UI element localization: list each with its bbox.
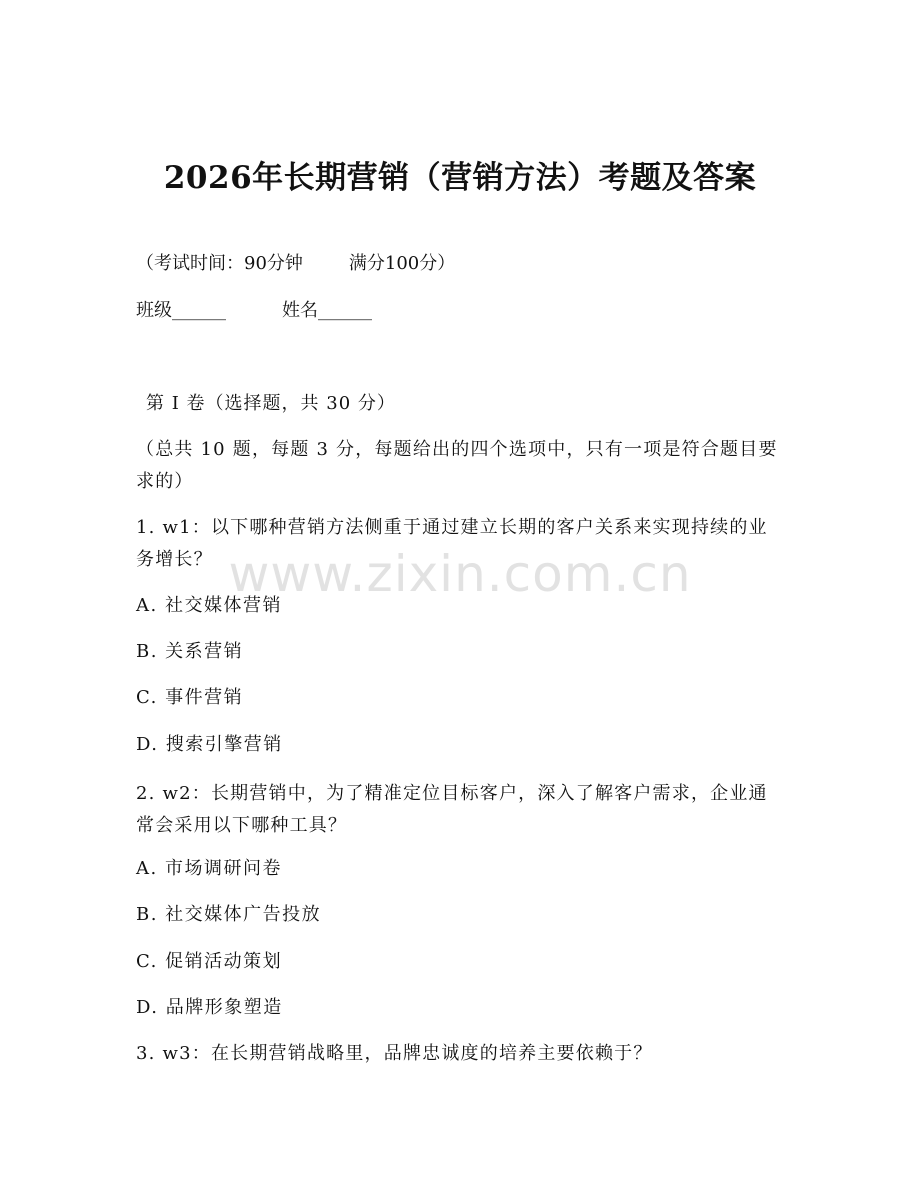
exam-time: （考试时间：90分钟 bbox=[136, 253, 303, 274]
student-fields bbox=[136, 299, 372, 323]
section-heading: 第 I 卷（选择题，共 30 分） bbox=[146, 393, 396, 414]
question-1-option-c: C. 事件营销 bbox=[136, 687, 244, 708]
question-2-option-a: A. 市场调研问卷 bbox=[136, 858, 282, 879]
watermark-text: www.zixin.com.cn bbox=[228, 545, 692, 603]
question-3-text: 3. w3：在长期营销战略里，品牌忠诚度的培养主要依赖于？ bbox=[136, 1043, 653, 1064]
question-2-option-b: B. 社交媒体广告投放 bbox=[136, 904, 322, 925]
question-1-option-d: D. 搜索引擎营销 bbox=[136, 734, 283, 755]
question-2-text: 2. w2：长期营销中，为了精准定位目标客户，深入了解客户需求，企业通常会采用以下哪种工具？ bbox=[136, 783, 768, 836]
question-1-option-b: B. 关系营销 bbox=[136, 641, 244, 662]
section-instructions: （总共 10 题，每题 3 分，每题给出的四个选项中，只有一项是符合题目要求的） bbox=[136, 439, 778, 492]
question-1-text: 1. w1：以下哪种营销方法侧重于通过建立长期的客户关系来实现持续的业务增长？ bbox=[136, 517, 768, 570]
question-1-option-a: A. 社交媒体营销 bbox=[136, 595, 282, 616]
exam-score: 满分100分） bbox=[348, 253, 456, 274]
exam-info bbox=[136, 252, 455, 276]
name-field-label: 姓名______ bbox=[282, 300, 372, 321]
class-field-label: 班级______ bbox=[136, 300, 226, 321]
question-2-option-c: C. 促销活动策划 bbox=[136, 951, 283, 972]
question-2-option-d: D. 品牌形象塑造 bbox=[136, 997, 283, 1018]
document-title: 2026年长期营销（营销方法）考题及答案 bbox=[163, 160, 757, 196]
